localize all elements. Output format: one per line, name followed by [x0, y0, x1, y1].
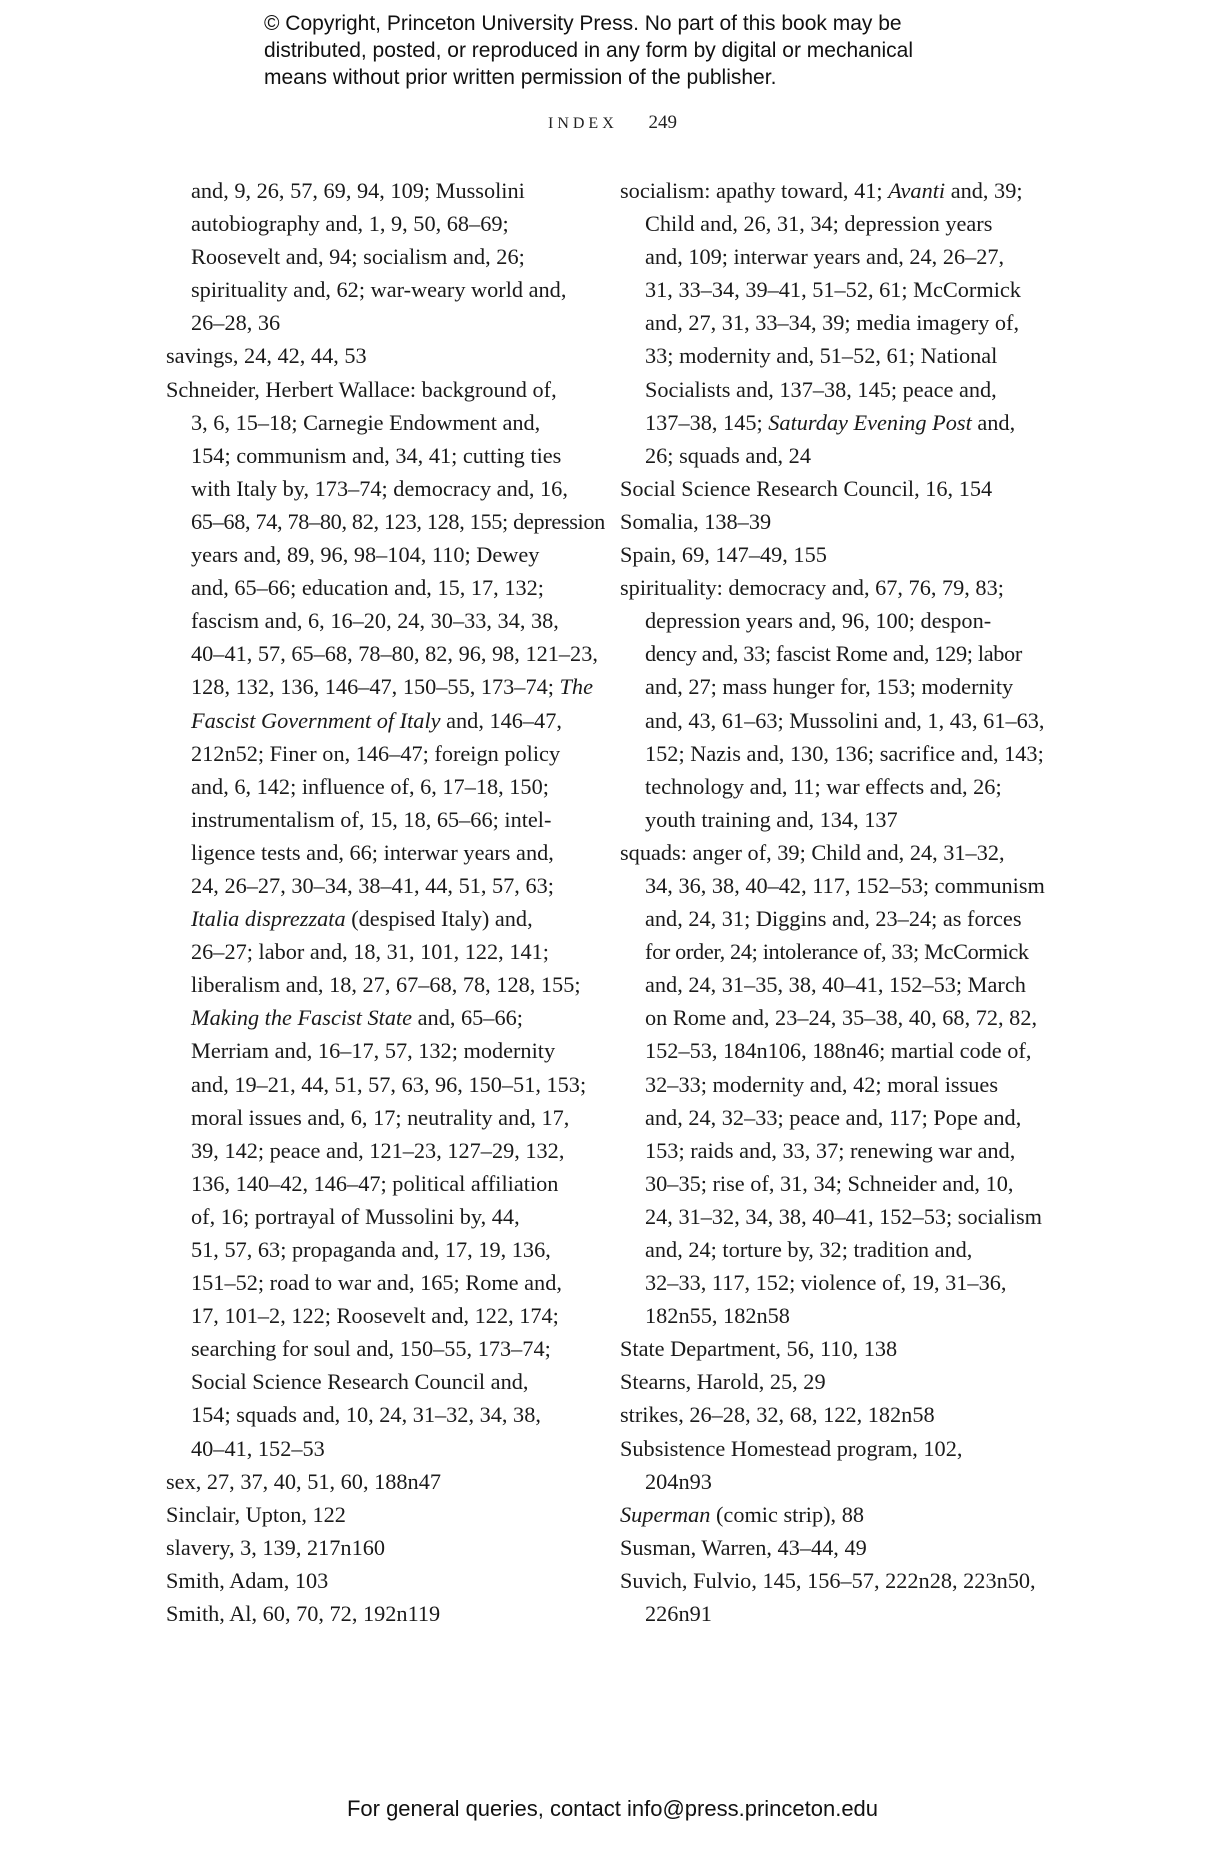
index-entry [620, 505, 1040, 538]
index-text: and, 43, 61–63; Mussolini and, 1, 43, 61–63, [645, 707, 1045, 733]
index-text: (despised Italy) and, [345, 906, 533, 932]
running-head [0, 112, 1225, 134]
index-text: with Italy by, 173–74; democracy and, 16, [191, 475, 568, 501]
index-entry [620, 174, 1040, 207]
index-text: moral issues and, 6, 17; neutrality and, 17, [191, 1104, 570, 1130]
index-line-continuation [620, 1167, 1040, 1200]
index-text: 153; raids and, 33, 37; renewing war and, [645, 1137, 1016, 1163]
index-line-continuation [166, 704, 576, 737]
index-text: Smith, Adam, 103 [166, 1567, 329, 1593]
index-text: 17, 101–2, 122; Roosevelt and, 122, 174; [191, 1303, 559, 1329]
italic-title: Making the Fascist State [191, 1005, 413, 1031]
index-text: fascism and, 6, 16–20, 24, 30–33, 34, 38, [191, 608, 559, 634]
index-text: Social Science Research Council, 16, 154 [620, 475, 993, 501]
index-line-continuation [166, 1398, 576, 1431]
index-entry [620, 538, 1040, 571]
index-text: and, 65–66; [412, 1005, 523, 1031]
index-line-continuation [166, 1365, 576, 1398]
index-text: ligence tests and, 66; interwar years and, [191, 839, 554, 865]
index-text: and, 9, 26, 57, 69, 94, 109; Mussolini [191, 178, 525, 203]
index-column-right [620, 174, 1045, 1630]
index-text: squads: anger of, 39; Child and, 24, 31–32, [620, 839, 1005, 865]
copyright-notice [264, 10, 1024, 91]
index-text: Merriam and, 16–17, 57, 132; modernity [191, 1038, 556, 1064]
index-line-continuation [620, 207, 1040, 240]
index-line-continuation [166, 1332, 576, 1365]
index-line-continuation [166, 240, 576, 273]
index-entry [166, 1564, 576, 1597]
index-line-continuation [620, 273, 1040, 306]
index-entry [166, 1531, 576, 1564]
index-text: on Rome and, 23–24, 35–38, 40, 68, 72, 82, [645, 1005, 1038, 1031]
copyright-line: © Copyright, Princeton University Press. No part of this book may be [264, 12, 902, 35]
index-text: and, 146–47, [440, 707, 562, 733]
contact-footer: For general queries, contact info@press.princeton.edu [346, 1796, 879, 1821]
index-line-continuation [166, 1101, 576, 1134]
index-text: 26–27; labor and, 18, 31, 101, 122, 141; [191, 939, 549, 965]
index-text: 30–35; rise of, 31, 34; Schneider and, 10, [645, 1170, 1014, 1196]
index-entry [620, 1498, 1040, 1531]
index-line-continuation [620, 306, 1040, 339]
italic-title: Fascist Government of Italy [191, 707, 441, 733]
index-line-continuation [620, 803, 1040, 836]
index-text: Susman, Warren, 43–44, 49 [620, 1534, 867, 1560]
index-line-continuation [166, 670, 593, 703]
index-line-continuation [620, 902, 1040, 935]
index-text: 154; squads and, 10, 24, 31–32, 34, 38, [191, 1402, 541, 1428]
index-text: 51, 57, 63; propaganda and, 17, 19, 136, [191, 1237, 551, 1262]
copyright-line: distributed, posted, or reproduced in any form by digital or mechanical [264, 39, 914, 62]
index-text: State Department, 56, 110, 138 [620, 1336, 898, 1362]
index-line-continuation [620, 1266, 1040, 1299]
index-text: and, 19–21, 44, 51, 57, 63, 96, 150–51, 153; [191, 1071, 587, 1097]
index-line-continuation [620, 439, 1040, 472]
index-text: 212n52; Finer on, 146–47; foreign policy [191, 740, 561, 766]
index-line-continuation [166, 306, 576, 339]
index-line-continuation [166, 737, 576, 770]
index-entry [620, 571, 1040, 604]
index-text: 34, 36, 38, 40–42, 117, 152–53; communism [645, 872, 1045, 898]
index-text: Socialists and, 137–38, 145; peace and, [645, 376, 997, 402]
index-text: 226n91 [645, 1601, 712, 1627]
index-text: 137–38, 145; [645, 409, 769, 435]
index-line-continuation [620, 968, 1040, 1001]
index-text: 26; squads and, 24 [645, 442, 811, 468]
index-line-continuation [620, 604, 1040, 637]
index-line-continuation [166, 935, 576, 968]
index-line-continuation [620, 737, 1044, 770]
index-text: and, 27; mass hunger for, 153; modernity [645, 674, 1014, 700]
index-text: and, 24; torture by, 32; tradition and, [645, 1237, 973, 1262]
index-line-continuation [620, 1597, 1040, 1630]
italic-title: Superman [620, 1501, 711, 1527]
index-line-continuation [166, 505, 605, 538]
index-line-continuation [166, 538, 576, 571]
index-text: 26–28, 36 [191, 310, 281, 336]
index-line-continuation [620, 637, 1040, 670]
index-line-continuation [620, 1034, 1040, 1067]
index-text: 204n93 [645, 1468, 712, 1494]
index-line-continuation [166, 1068, 587, 1101]
index-text: and, 65–66; education and, 15, 17, 132; [191, 575, 544, 601]
index-text: Smith, Al, 60, 70, 72, 192n119 [166, 1601, 441, 1627]
index-line-continuation [166, 273, 576, 306]
index-line-continuation [620, 240, 1040, 273]
index-text: and, 24, 31–35, 38, 40–41, 152–53; March [645, 972, 1026, 998]
index-text: autobiography and, 1, 9, 50, 68–69; [191, 211, 509, 237]
index-text: sex, 27, 37, 40, 51, 60, 188n47 [166, 1468, 441, 1494]
italic-title: Saturday Evening Post [768, 409, 972, 435]
index-text: 3, 6, 15–18; Carnegie Endowment and, [191, 409, 541, 435]
index-text: and, 6, 142; influence of, 6, 17–18, 150; [191, 773, 549, 799]
index-text: 33; modernity and, 51–52, 61; National [645, 343, 998, 369]
index-text: 24, 26–27, 30–34, 38–41, 44, 51, 57, 63; [191, 872, 554, 898]
index-text: and, 24, 31; Diggins and, 23–24; as forces [645, 906, 1022, 932]
index-text: 152; Nazis and, 130, 136; sacrifice and, 143; [645, 740, 1044, 766]
index-line-continuation [166, 174, 576, 207]
italic-title: The [559, 674, 593, 700]
italic-title: Italia disprezzata [191, 906, 346, 932]
index-entry [620, 1531, 1040, 1564]
index-line-continuation [166, 472, 576, 505]
index-text: of, 16; portrayal of Mussolini by, 44, [191, 1203, 520, 1229]
index-text: 40–41, 152–53 [191, 1435, 325, 1461]
index-text: socialism: apathy toward, 41; [620, 178, 889, 203]
index-line-continuation [620, 373, 1040, 406]
index-line-continuation [620, 1299, 1040, 1332]
index-text: spirituality and, 62; war-weary world and, [191, 277, 567, 303]
index-text: Suvich, Fulvio, 145, 156–57, 222n28, 223n50, [620, 1567, 1036, 1593]
index-text: Subsistence Homestead program, 102, [620, 1435, 963, 1461]
index-line-continuation [166, 1299, 576, 1332]
index-text: and, 27, 31, 33–34, 39; media imagery of, [645, 310, 1020, 336]
index-text: liberalism and, 18, 27, 67–68, 78, 128, 155; [191, 972, 581, 998]
index-text: depression years and, 96, 100; despon- [645, 608, 992, 634]
index-text: and, 24, 32–33; peace and, 117; Pope and, [645, 1104, 1022, 1130]
index-text: and, 109; interwar years and, 24, 26–27, [645, 244, 1005, 270]
page-number: 249 [648, 112, 677, 133]
index-line-continuation [166, 803, 576, 836]
index-entry [620, 1432, 1040, 1465]
index-entry [166, 373, 576, 406]
index-line-continuation [620, 1134, 1040, 1167]
index-text: slavery, 3, 139, 217n160 [166, 1534, 386, 1560]
index-entry [166, 1465, 576, 1498]
index-text: strikes, 26–28, 32, 68, 122, 182n58 [620, 1402, 935, 1428]
index-text: savings, 24, 42, 44, 53 [166, 343, 367, 369]
index-line-continuation [166, 1233, 576, 1266]
index-text: years and, 89, 96, 98–104, 110; Dewey [191, 542, 540, 568]
index-text: 39, 142; peace and, 121–23, 127–29, 132, [191, 1137, 565, 1163]
index-line-continuation [166, 770, 576, 803]
index-line-continuation [166, 637, 598, 670]
index-entry [166, 1597, 576, 1630]
index-text: Roosevelt and, 94; socialism and, 26; [191, 244, 525, 270]
italic-title: Avanti [888, 178, 946, 203]
index-text: Child and, 26, 31, 34; depression years [645, 211, 993, 237]
index-text: instrumentalism of, 15, 18, 65–66; intel- [191, 806, 552, 832]
index-line-continuation [620, 935, 1040, 968]
index-line-continuation [620, 1465, 1040, 1498]
index-entry [620, 1365, 1040, 1398]
index-text: 24, 31–32, 34, 38, 40–41, 152–53; socialism [645, 1203, 1042, 1229]
index-line-continuation [166, 836, 576, 869]
index-line-continuation [620, 339, 1040, 372]
index-text: Sinclair, Upton, 122 [166, 1501, 346, 1527]
index-line-continuation [620, 1101, 1040, 1134]
index-line-continuation [166, 1266, 576, 1299]
index-line-continuation [620, 869, 1045, 902]
index-line-continuation [166, 1200, 576, 1233]
index-text: 128, 132, 136, 146–47, 150–55, 173–74; [191, 674, 560, 700]
index-text: Spain, 69, 147–49, 155 [620, 542, 827, 568]
index-line-continuation [620, 406, 1040, 439]
index-text: and, 39; [945, 178, 1023, 203]
index-line-continuation [620, 1233, 1040, 1266]
index-entry [620, 1398, 1040, 1431]
index-line-continuation [166, 902, 576, 935]
index-text: 151–52; road to war and, 165; Rome and, [191, 1270, 562, 1296]
index-line-continuation [166, 968, 581, 1001]
index-line-continuation [620, 670, 1040, 703]
index-text: for order, 24; intolerance of, 33; McCormick [645, 939, 1029, 965]
index-line-continuation [166, 1034, 576, 1067]
index-entry [620, 836, 1040, 869]
index-text: (comic strip), 88 [710, 1501, 864, 1527]
index-text: Stearns, Harold, 25, 29 [620, 1369, 826, 1395]
index-text: 154; communism and, 34, 41; cutting ties [191, 442, 562, 468]
index-entry [620, 472, 1040, 505]
index-line-continuation [620, 1200, 1040, 1233]
copyright-line: means without prior written permission of the publisher. [264, 66, 777, 89]
index-line-continuation [620, 1068, 1040, 1101]
index-text: Social Science Research Council and, [191, 1369, 529, 1395]
index-text: 136, 140–42, 146–47; political affiliation [191, 1170, 559, 1196]
index-line-continuation [166, 1432, 576, 1465]
index-text: 40–41, 57, 65–68, 78–80, 82, 96, 98, 121–23, [191, 641, 598, 667]
index-text: 32–33, 117, 152; violence of, 19, 31–36, [645, 1270, 1007, 1296]
index-text: and, [971, 409, 1016, 435]
index-text: 65–68, 74, 78–80, 82, 123, 128, 155; depression [191, 508, 605, 534]
index-text: technology and, 11; war effects and, 26; [645, 773, 1002, 799]
running-head-label: INDEX [547, 115, 618, 132]
index-line-continuation [166, 406, 576, 439]
index-entry [166, 339, 576, 372]
index-line-continuation [620, 1001, 1040, 1034]
index-line-continuation [620, 770, 1040, 803]
index-line-continuation [166, 1001, 576, 1034]
index-entry [166, 1498, 576, 1531]
index-text: dency and, 33; fascist Rome and, 129; labor [645, 641, 1022, 667]
index-line-continuation [166, 1134, 576, 1167]
index-line-continuation [166, 1167, 576, 1200]
index-line-continuation [166, 439, 576, 472]
index-line-continuation [620, 704, 1045, 737]
index-line-continuation [166, 571, 576, 604]
index-text: Somalia, 138–39 [620, 508, 772, 534]
index-text: 32–33; modernity and, 42; moral issues [645, 1071, 998, 1097]
index-column-left [166, 174, 605, 1630]
index-text: 31, 33–34, 39–41, 51–52, 61; McCormick [645, 277, 1021, 303]
index-line-continuation [166, 869, 576, 902]
index-text: Schneider, Herbert Wallace: background of, [166, 376, 557, 402]
index-text: 182n55, 182n58 [645, 1303, 790, 1329]
index-line-continuation [166, 604, 576, 637]
index-entry [620, 1332, 1040, 1365]
index-text: searching for soul and, 150–55, 173–74; [191, 1336, 551, 1362]
index-text: 152–53, 184n106, 188n46; martial code of, [645, 1038, 1032, 1064]
index-text: spirituality: democracy and, 67, 76, 79, 83; [620, 575, 1004, 601]
index-line-continuation [166, 207, 576, 240]
index-entry [620, 1564, 1040, 1597]
index-text: youth training and, 134, 137 [645, 806, 898, 832]
